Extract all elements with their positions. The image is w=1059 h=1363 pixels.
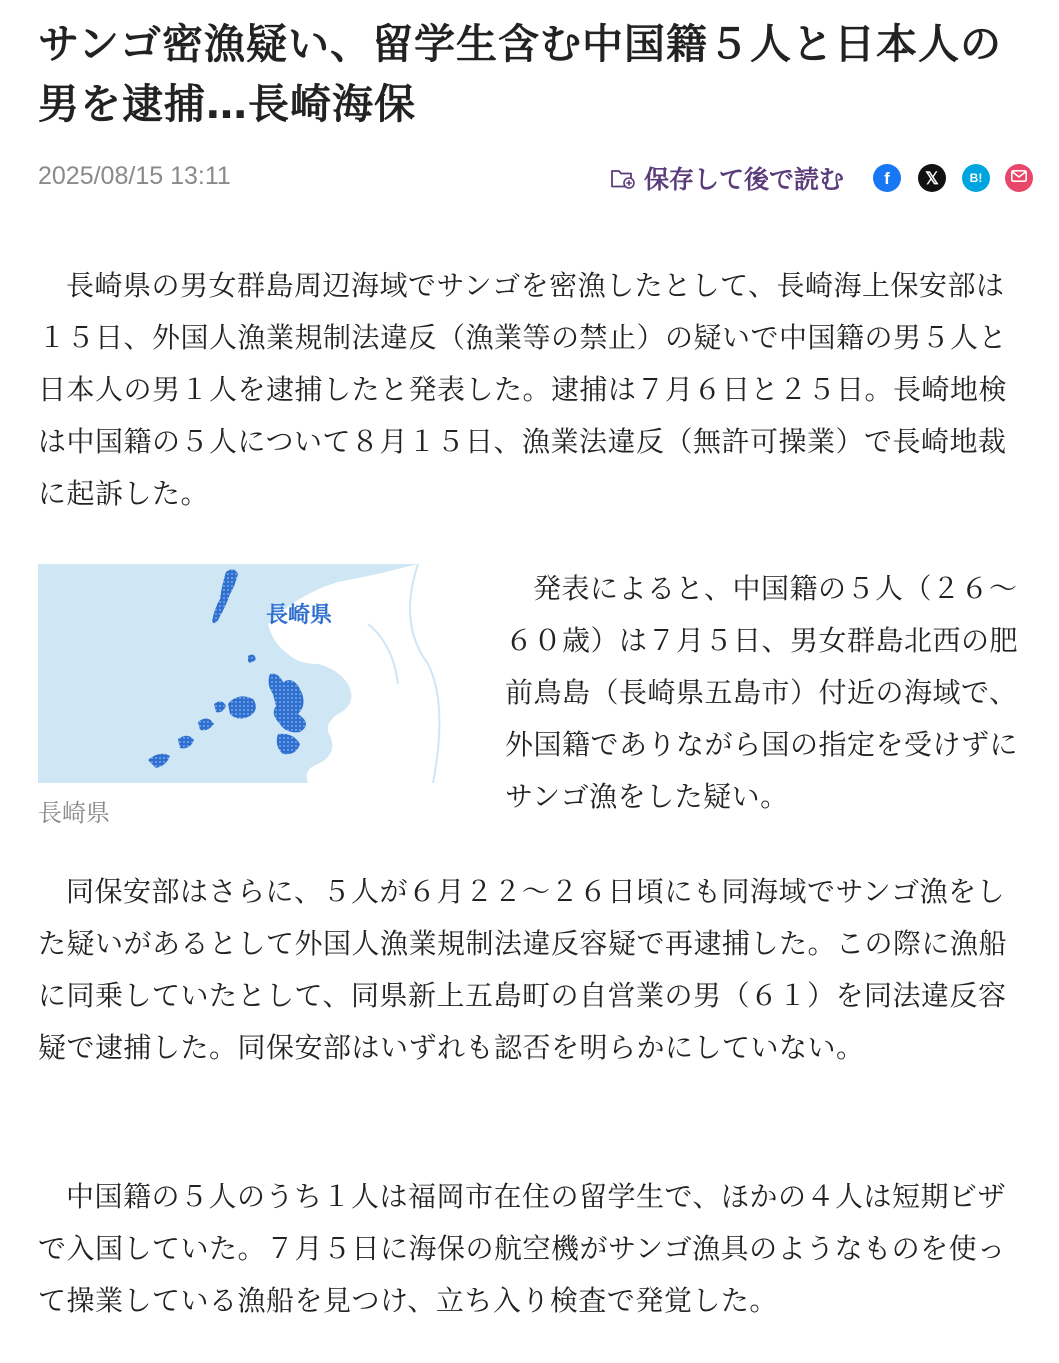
article [38,0,1030,1317]
article-paragraph-2: 発表によると、中国籍の５人（２６～６０歳）は７月５日、男女群島北西の肥前鳥島（長崎県五島市）付近の海域で、外国籍でありながら国の指定を受けずにサンゴ漁をした疑い。 [505,572,1019,813]
mail-share-button[interactable] [1005,164,1033,192]
save-for-later-button[interactable] [610,160,844,196]
article-meta-row [38,160,1034,196]
article-title: サンゴ密漁疑い、留学生含む中国籍５人と日本人の男を逮捕…長崎海保 [38,20,1002,128]
article-paragraph-4: 中国籍の５人のうち１人は福岡市在住の留学生で、ほかの４人は短期ビザで入国していた。７月５日に海保の航空機がサンゴ漁具のようなものを使って操業している漁船を見つけ、立ち入り検査で発覚した。 [38,1180,1006,1317]
facebook-icon: f [884,168,890,188]
article-paragraph-3: 同保安部はさらに、５人が６月２２～２６日頃にも同海域でサンゴ漁をした疑いがあるとして外国人漁業規制法違反容疑で再逮捕した。この際に漁船に同乗していたとして、同県新上五島町の自営業の男（６１）を同法違反容疑で逮捕した。同保安部はいずれも認否を明らかにしていない。 [38,875,1008,1064]
hatena-bookmark-icon: B! [969,171,983,185]
x-share-button[interactable] [918,164,946,192]
hatena-bookmark-button[interactable] [962,164,990,192]
save-for-later-label: 保存して後で読む [644,165,845,194]
map-label-nagasaki: 長崎県 [266,602,333,627]
folder-save-icon [610,166,636,190]
publish-timestamp: 2025/08/15 13:11 [38,162,231,190]
article-paragraph-1: 長崎県の男女群島周辺海域でサンゴを密漁したとして、長崎海上保安部は１５日、外国人漁業規制法違反（漁業等の禁止）の疑いで中国籍の男５人と日本人の男１人を逮捕したと発表した。逮捕は７月６日と２５日。長崎地検は中国籍の５人について８月１５日、漁業法違反（無許可操業）で長崎地裁に起訴した。 [38,269,1008,510]
mail-icon [1011,169,1027,187]
nagasaki-map-image [38,564,478,783]
x-icon: 𝕏 [925,168,939,188]
map-caption: 長崎県 [38,799,110,827]
map-figure [38,564,478,828]
facebook-share-button[interactable] [873,164,901,192]
